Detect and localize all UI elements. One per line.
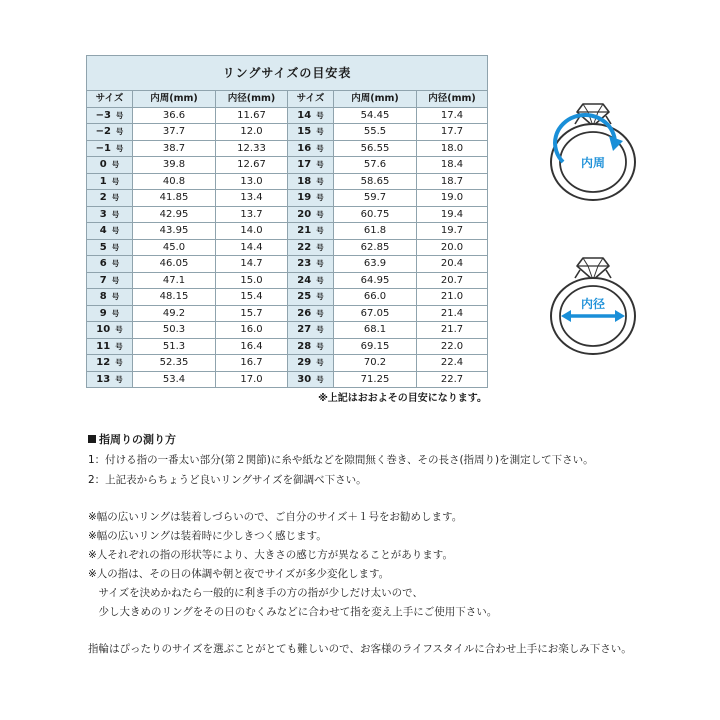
circumference-cell: 67.05	[334, 305, 417, 322]
size-number: 14	[297, 109, 312, 121]
diameter-cell: 21.0	[417, 289, 488, 306]
size-cell	[288, 256, 334, 273]
size-cell	[87, 256, 133, 273]
diameter-cell: 11.67	[216, 107, 288, 124]
size-number: 8	[99, 291, 107, 302]
size-unit: 号	[111, 308, 120, 318]
diameter-label: 内径	[580, 297, 606, 311]
size-unit: 号	[316, 275, 324, 285]
table-row	[87, 272, 488, 289]
size-unit: 号	[316, 341, 324, 351]
diameter-cell: 13.7	[216, 206, 288, 223]
size-unit: 号	[111, 209, 120, 219]
size-cell	[288, 371, 334, 388]
guide-note: ※人それぞれの指の形状等により、大きさの感じ方が異なることがあります。	[88, 549, 453, 561]
size-number: 22	[297, 241, 312, 253]
size-unit: 号	[316, 242, 324, 252]
diameter-cell: 22.7	[417, 371, 488, 388]
diameter-cell: 19.0	[417, 190, 488, 207]
size-cell	[288, 140, 334, 157]
size-cell	[288, 355, 334, 372]
diameter-cell: 14.0	[216, 223, 288, 240]
circumference-cell: 49.2	[133, 305, 216, 322]
table-row	[87, 107, 488, 124]
size-unit: 号	[115, 110, 124, 120]
size-cell	[87, 140, 133, 157]
diameter-cell: 18.0	[417, 140, 488, 157]
size-cell	[288, 239, 334, 256]
size-cell	[87, 173, 133, 190]
circumference-cell: 36.6	[133, 107, 216, 124]
size-number: 11	[96, 340, 111, 352]
size-unit: 号	[316, 226, 324, 235]
size-cell	[288, 107, 334, 124]
circumference-cell: 56.55	[334, 140, 417, 157]
size-cell	[288, 338, 334, 355]
size-unit: 号	[316, 209, 324, 219]
size-unit: 号	[111, 176, 120, 186]
size-unit: 号	[111, 292, 120, 301]
size-cell	[288, 206, 334, 223]
size-cell	[288, 173, 334, 190]
diameter-cell: 15.0	[216, 272, 288, 289]
size-unit: 号	[115, 341, 123, 351]
diameter-cell: 17.4	[417, 107, 488, 124]
ring-diameter-illustration	[545, 250, 641, 362]
diameter-cell: 16.7	[216, 355, 288, 372]
size-cell	[288, 157, 334, 174]
size-unit: 号	[316, 160, 324, 169]
diameter-cell: 21.4	[417, 305, 488, 322]
circumference-cell: 70.2	[334, 355, 417, 372]
guide-step-2: 2：上記表からちょうど良いリングサイズを御調べ下さい。	[88, 474, 367, 486]
size-number: 9	[99, 307, 107, 319]
size-cell	[288, 322, 334, 339]
ring-size-table	[86, 55, 488, 388]
size-unit: 号	[115, 358, 123, 367]
size-unit: 号	[316, 292, 324, 301]
circumference-cell: 69.15	[334, 338, 417, 355]
size-number: 1	[99, 175, 107, 187]
guide-note: サイズを決めかねたら一般的に利き手の方の指が少しだけ太いので、	[88, 587, 423, 599]
size-number: −3	[95, 109, 111, 121]
size-unit: 号	[111, 259, 120, 268]
table-row	[87, 371, 488, 388]
size-unit: 号	[111, 193, 120, 202]
header-diameter: 内径(mm)	[417, 91, 488, 108]
size-unit: 号	[316, 193, 324, 202]
size-unit: 号	[115, 127, 124, 136]
circumference-cell: 64.95	[334, 272, 417, 289]
size-cell	[87, 371, 133, 388]
diameter-cell: 16.0	[216, 322, 288, 339]
circumference-cell: 48.15	[133, 289, 216, 306]
size-cell	[87, 206, 133, 223]
diameter-cell: 17.7	[417, 124, 488, 141]
header-size: サイズ	[87, 91, 133, 108]
diameter-cell: 17.0	[216, 371, 288, 388]
closing-text: 指輪はぴったりのサイズを選ぶことがとても難しいので、お客様のライフスタイルに合わせ上手にお楽しみ下さい。	[88, 643, 632, 655]
circumference-cell: 54.45	[334, 107, 417, 124]
size-cell	[87, 239, 133, 256]
circumference-cell: 38.7	[133, 140, 216, 157]
circumference-cell: 51.3	[133, 338, 216, 355]
table-row	[87, 223, 488, 240]
size-number: 0	[99, 159, 107, 170]
table-row	[87, 190, 488, 207]
circumference-cell: 39.8	[133, 157, 216, 174]
circumference-cell: 57.6	[334, 157, 417, 174]
diameter-cell: 22.0	[417, 338, 488, 355]
table-row	[87, 157, 488, 174]
header-circumference: 内周(mm)	[334, 91, 417, 108]
guide-note: ※人の指は、その日の体調や朝と夜でサイズが多少変化します。	[88, 568, 390, 580]
size-cell	[87, 338, 133, 355]
size-unit: 号	[316, 374, 324, 384]
table-row	[87, 124, 488, 141]
table-row	[87, 206, 488, 223]
circumference-cell: 50.3	[133, 322, 216, 339]
guide-note: ※幅の広いリングは装着しづらいので、ご自分のサイズ＋１号をお勧めします。	[88, 511, 463, 523]
size-cell	[87, 107, 133, 124]
size-unit: 号	[111, 160, 120, 169]
header-diameter: 内径(mm)	[216, 91, 288, 108]
size-number: 25	[297, 291, 312, 302]
size-unit: 号	[316, 110, 324, 120]
size-cell	[288, 190, 334, 207]
size-unit: 号	[316, 259, 324, 268]
size-number: 2	[99, 192, 107, 203]
size-unit: 号	[316, 143, 324, 153]
table-note: ※上記はおおよその目安になります。	[318, 393, 487, 404]
diameter-cell: 12.33	[216, 140, 288, 157]
circumference-cell: 42.95	[133, 206, 216, 223]
header-circumference: 内周(mm)	[133, 91, 216, 108]
table-row	[87, 322, 488, 339]
size-number: 18	[297, 175, 312, 187]
table-row	[87, 239, 488, 256]
diameter-cell: 19.4	[417, 206, 488, 223]
size-number: 19	[297, 192, 312, 203]
size-cell	[87, 124, 133, 141]
size-cell	[87, 355, 133, 372]
diameter-cell: 19.7	[417, 223, 488, 240]
diameter-cell: 18.7	[417, 173, 488, 190]
circumference-cell: 43.95	[133, 223, 216, 240]
circumference-cell: 55.5	[334, 124, 417, 141]
size-number: 21	[297, 225, 312, 236]
diameter-cell: 20.4	[417, 256, 488, 273]
size-number: 3	[99, 208, 107, 220]
size-number: 5	[99, 241, 107, 253]
size-number: 12	[96, 357, 111, 368]
size-number: 6	[99, 258, 107, 269]
circumference-cell: 59.7	[334, 190, 417, 207]
size-cell	[288, 305, 334, 322]
size-number: 7	[99, 274, 107, 286]
square-bullet-icon	[88, 435, 96, 443]
circumference-cell: 47.1	[133, 272, 216, 289]
size-unit: 号	[115, 374, 123, 384]
circumference-cell: 61.8	[334, 223, 417, 240]
size-unit: 号	[316, 176, 324, 186]
diameter-cell: 21.7	[417, 322, 488, 339]
diameter-cell: 13.4	[216, 190, 288, 207]
circumference-cell: 58.65	[334, 173, 417, 190]
table-row	[87, 140, 488, 157]
diameter-cell: 13.0	[216, 173, 288, 190]
size-unit: 号	[316, 308, 324, 318]
diameter-cell: 15.4	[216, 289, 288, 306]
diameter-cell: 20.7	[417, 272, 488, 289]
size-unit: 号	[316, 127, 324, 136]
size-unit: 号	[111, 275, 120, 285]
guide-heading	[88, 431, 176, 447]
circumference-cell: 71.25	[334, 371, 417, 388]
diameter-cell: 14.7	[216, 256, 288, 273]
guide-step-1: 1：付ける指の一番太い部分(第２関節)に糸や紙などを隙間無く巻き、その長さ(指周り)を測定して下さい。	[88, 454, 594, 466]
size-unit: 号	[115, 325, 123, 334]
circumference-cell: 63.9	[334, 256, 417, 273]
circumference-cell: 46.05	[133, 256, 216, 273]
circumference-cell: 53.4	[133, 371, 216, 388]
diameter-cell: 14.4	[216, 239, 288, 256]
size-cell	[288, 272, 334, 289]
size-number: 16	[297, 142, 312, 154]
size-cell	[87, 289, 133, 306]
circumference-cell: 60.75	[334, 206, 417, 223]
size-unit: 号	[316, 358, 324, 367]
size-cell	[87, 305, 133, 322]
circumference-cell: 62.85	[334, 239, 417, 256]
guide-note: ※幅の広いリングは装着時に少しきつく感じます。	[88, 530, 327, 542]
circumference-label: 内周	[580, 156, 606, 170]
size-cell	[87, 322, 133, 339]
size-number: 20	[297, 208, 312, 220]
circumference-cell: 37.7	[133, 124, 216, 141]
size-unit: 号	[316, 325, 324, 334]
diameter-cell: 16.4	[216, 338, 288, 355]
size-number: −1	[95, 142, 111, 154]
guide-note: 少し大きめのリングをその日のむくみなどに合わせて指を変え上手にご使用下さい。	[88, 606, 498, 618]
table-row	[87, 173, 488, 190]
size-number: 28	[297, 340, 312, 352]
circumference-cell: 41.85	[133, 190, 216, 207]
diameter-cell: 12.67	[216, 157, 288, 174]
size-number: 15	[297, 126, 312, 137]
diameter-cell: 20.0	[417, 239, 488, 256]
size-cell	[87, 223, 133, 240]
table-row	[87, 289, 488, 306]
size-cell	[87, 272, 133, 289]
circumference-cell: 68.1	[334, 322, 417, 339]
size-unit: 号	[111, 226, 120, 235]
size-number: 23	[297, 258, 312, 269]
size-unit: 号	[115, 143, 124, 153]
diameter-cell: 15.7	[216, 305, 288, 322]
guide-heading-text: 指周りの測り方	[99, 433, 176, 446]
circumference-cell: 45.0	[133, 239, 216, 256]
table-row	[87, 338, 488, 355]
size-cell	[288, 223, 334, 240]
size-number: 27	[297, 324, 312, 335]
size-cell	[288, 289, 334, 306]
size-number: −2	[95, 126, 111, 137]
size-unit: 号	[111, 242, 120, 252]
circumference-cell: 40.8	[133, 173, 216, 190]
header-size: サイズ	[288, 91, 334, 108]
size-cell	[87, 190, 133, 207]
table-header-row	[87, 91, 488, 108]
size-number: 29	[297, 357, 312, 368]
size-number: 10	[96, 324, 111, 335]
diameter-cell: 22.4	[417, 355, 488, 372]
table-row	[87, 355, 488, 372]
circumference-cell: 66.0	[334, 289, 417, 306]
diamond-icon	[575, 258, 611, 280]
size-number: 17	[297, 159, 312, 170]
circumference-cell: 52.35	[133, 355, 216, 372]
size-cell	[288, 124, 334, 141]
size-number: 24	[297, 274, 312, 286]
diameter-cell: 12.0	[216, 124, 288, 141]
table-title: リングサイズの目安表	[87, 56, 488, 91]
size-number: 30	[297, 373, 312, 385]
size-number: 26	[297, 307, 312, 319]
table-row	[87, 305, 488, 322]
size-cell	[87, 157, 133, 174]
table-row	[87, 256, 488, 273]
size-number: 4	[99, 225, 107, 236]
ring-circumference-illustration	[545, 96, 641, 208]
table-title-row	[87, 56, 488, 91]
size-number: 13	[96, 373, 111, 385]
diameter-cell: 18.4	[417, 157, 488, 174]
